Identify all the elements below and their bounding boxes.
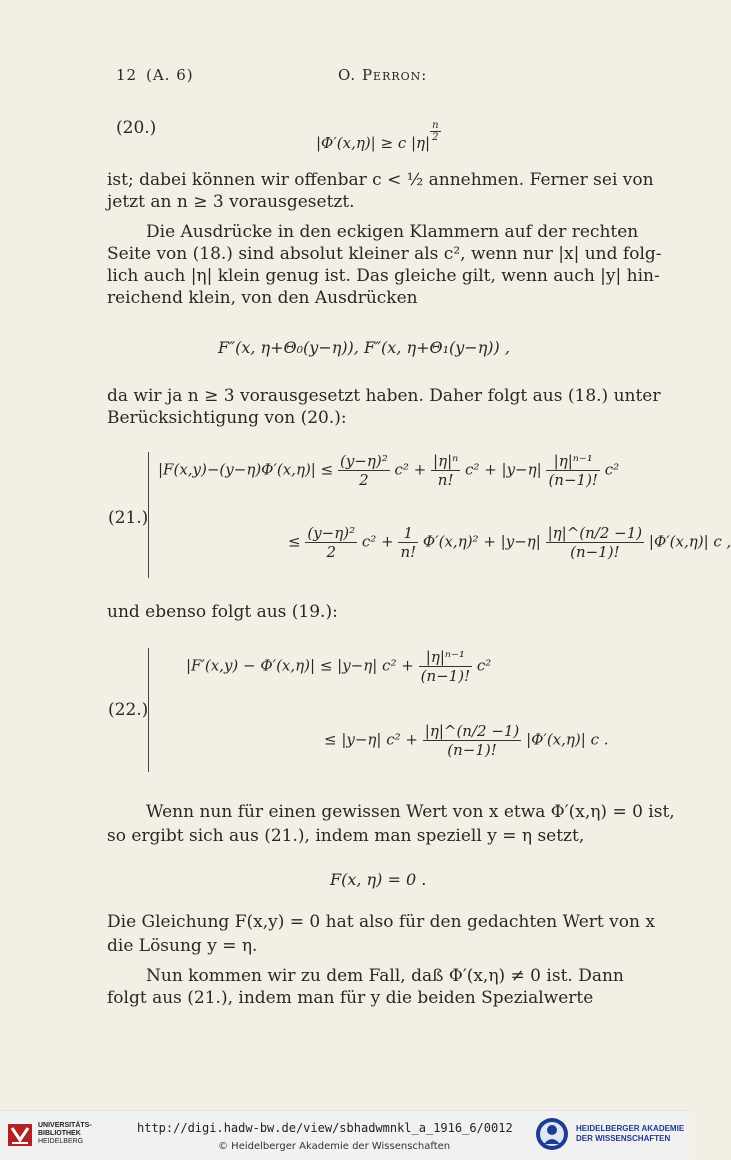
source-url-link[interactable]: http://digi.hadw-bw.de/view/sbhadwmnkl_a_1916_6/0012 — [137, 1121, 513, 1135]
para7-line2: folgt aus (21.), indem man für y die beiden Spezialwerte — [107, 988, 594, 1008]
eq21-row1-frac2-num: |η|ⁿ — [433, 452, 459, 470]
eq21-row1-frac3 — [546, 452, 600, 489]
eq21-brace — [148, 452, 149, 578]
eq21-row2-frac3-den: (n−1)! — [570, 543, 620, 561]
eq21-row2-frac1-den: 2 — [326, 543, 336, 561]
eq20-exp-num: n — [432, 120, 439, 131]
eq20-exp-den: 2 — [432, 132, 439, 143]
eq21-row2-frac2-num: 1 — [398, 524, 418, 543]
eq21-row2-frac1 — [305, 524, 357, 561]
eq20-body: |Φ′(x,η)| ≥ c |η| — [316, 134, 431, 152]
eq21-row1-frac1 — [338, 452, 390, 489]
eq21-row2 — [288, 524, 731, 561]
eq22-row2 — [324, 722, 609, 759]
para2-line4: reichend klein, von den Ausdrücken — [107, 288, 418, 308]
eq21-row1-frac2-den: n! — [437, 471, 454, 489]
eq21-row2-frac2 — [398, 524, 418, 561]
eq22-row2-end: |Φ′(x,η)| c . — [526, 730, 609, 749]
eq22-label: (22.) — [108, 700, 149, 720]
eq21-row1-mid1: c² + — [394, 460, 427, 479]
para4-line: und ebenso folgt aus (19.): — [107, 602, 338, 622]
eq21-row1-lhs: |F(x,y)−(y−η)Φ′(x,η)| ≤ — [158, 460, 334, 479]
para3-line2: Berücksichtigung von (20.): — [107, 408, 347, 428]
library-name — [38, 1122, 92, 1146]
eq21-row1-frac2 — [431, 452, 460, 489]
para6-line1: Die Gleichung F(x,y) = 0 hat also für den gedachten Wert von x — [107, 912, 655, 932]
para6-line2: die Lösung y = η. — [107, 936, 258, 956]
eq22-row2-frac-den: (n−1)! — [447, 741, 497, 759]
copyright-notice: © Heidelberger Akademie der Wissenschaften — [218, 1141, 451, 1152]
eq21-row1-frac1-den: 2 — [359, 471, 369, 489]
academy-name-line2: DER WISSENSCHAFTEN — [576, 1134, 671, 1143]
eq22-row1-end: c² — [476, 656, 492, 675]
library-name-line3: HEIDELBERG — [38, 1138, 84, 1145]
display-formula-1: F″(x, η+Θ₀(y−η)), F″(x, η+Θ₁(y−η)) , — [218, 338, 510, 357]
eq22-brace — [148, 648, 149, 772]
section-ref: (A. 6) — [146, 66, 194, 84]
eq21-row2-lead: ≤ — [288, 532, 301, 551]
footer-bar — [0, 1110, 690, 1160]
eq21-label: (21.) — [108, 508, 149, 528]
eq21-row1-frac3-den: (n−1)! — [548, 471, 598, 489]
library-name-line2: BIBLIOTHEK — [38, 1130, 81, 1137]
eq21-row2-frac3 — [546, 524, 645, 561]
eq22-row1-lhs: |F′(x,y) − Φ′(x,η)| ≤ |y−η| c² + — [186, 656, 414, 675]
eq21-row2-mid2: Φ′(x,η)² + |y−η| — [422, 532, 541, 551]
library-name-line1: UNIVERSITÄTS- — [38, 1122, 92, 1129]
eq21-row1-frac3-num: |η|ⁿ⁻¹ — [546, 452, 600, 471]
eq21-row2-frac1-num: (y−η)² — [307, 524, 356, 542]
para5-line2: so ergibt sich aus (21.), indem man speziell y = η setzt, — [107, 826, 585, 846]
eq22-row1-frac-num: |η|ⁿ⁻¹ — [419, 648, 473, 667]
para1-line1: ist; dabei können wir offenbar c < ½ annehmen. Ferner sei von — [107, 170, 654, 190]
para2-line1: Die Ausdrücke in den eckigen Klammern auf der rechten — [146, 222, 639, 242]
eq21-row2-end: |Φ′(x,η)| c , — [648, 532, 731, 551]
eq21-row1-frac1-num: (y−η)² — [339, 452, 388, 470]
academy-name-line1: HEIDELBERGER AKADEMIE — [576, 1124, 685, 1133]
page-number: 12 — [116, 66, 138, 84]
eq22-row2-lhs: ≤ |y−η| c² + — [324, 730, 418, 749]
eq21-row2-frac2-den: n! — [400, 543, 417, 561]
university-library-logo-icon — [6, 1120, 34, 1150]
para5-line1: Wenn nun für einen gewissen Wert von x etwa Φ′(x,η) = 0 ist, — [146, 802, 675, 822]
eq21-row1 — [158, 452, 619, 489]
eq22-row1 — [186, 648, 491, 685]
para3-line1: da wir ja n ≥ 3 vorausgesetzt haben. Daher folgt aus (18.) unter — [107, 386, 661, 406]
eq21-row2-mid1: c² + — [361, 532, 394, 551]
para2-line3: lich auch |η| klein genug ist. Das gleiche gilt, wenn auch |y| hin- — [107, 266, 660, 286]
eq22-row1-frac-den: (n−1)! — [420, 667, 471, 685]
academy-seal-icon — [534, 1116, 570, 1152]
para2-line2: Seite von (18.) sind absolut kleiner als c², wenn nur |x| und folg- — [107, 244, 662, 264]
eq22-row2-frac-num: |η|^(n/2 −1) — [424, 722, 520, 740]
eq22-row1-frac — [419, 648, 473, 685]
eq21-row2-frac3-num: |η|^(n/2 −1) — [547, 524, 643, 542]
eq22-row2-frac — [423, 722, 522, 759]
eq21-row1-end: c² — [604, 460, 620, 479]
eq20-exponent — [430, 120, 440, 143]
eq21-row1-mid2: c² + |y−η| — [465, 460, 542, 479]
para1-line2: jetzt an n ≥ 3 vorausgesetzt. — [107, 192, 355, 212]
display-formula-2: F(x, η) = 0 . — [330, 870, 427, 889]
eq20-label: (20.) — [116, 118, 157, 138]
eq20-formula — [316, 120, 441, 152]
running-head-author: O. Perron: — [338, 66, 428, 84]
academy-name — [576, 1124, 684, 1144]
para7-line1: Nun kommen wir zu dem Fall, daß Φ′(x,η) ≠ 0 ist. Dann — [146, 966, 624, 986]
